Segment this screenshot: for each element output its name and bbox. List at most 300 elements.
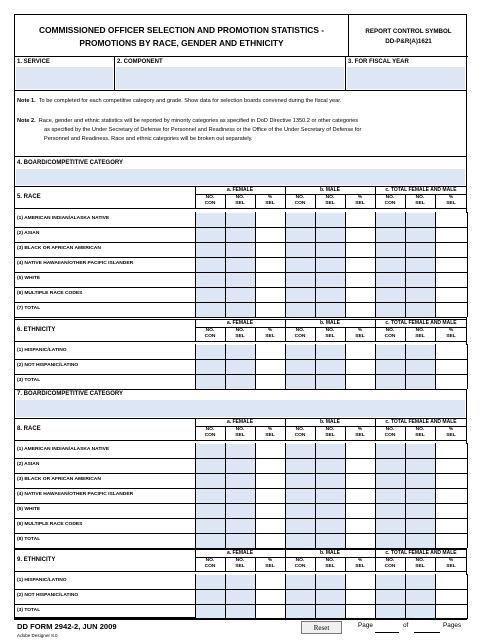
count-input[interactable] (376, 273, 405, 287)
count-input[interactable] (376, 213, 405, 227)
ethnicity-row-label: (1) HISPANIC/LATINO (17, 348, 67, 353)
race-row-label: (5) WHITE (17, 507, 41, 512)
column-subheader (375, 328, 405, 340)
subheader-line-1: NO. (235, 195, 245, 200)
subheader-line-1: NO. (235, 427, 245, 432)
ethnicity-row-label: (2) NOT HISPANIC/LATINO (17, 363, 79, 368)
divider (225, 344, 226, 389)
count-input[interactable] (196, 273, 225, 287)
count-input[interactable] (286, 474, 315, 488)
percent-output (436, 360, 467, 374)
count-input[interactable] (196, 489, 225, 503)
count-input[interactable] (226, 303, 255, 317)
subheader-line-1: NO. (205, 195, 215, 200)
divider (285, 344, 286, 389)
divider (14, 156, 467, 157)
subheader-line-2: SEL (325, 201, 335, 206)
form-title (15, 15, 349, 57)
count-input[interactable] (376, 534, 405, 548)
ethnicity-row-label: (1) HISPANIC/LATINO (17, 578, 67, 583)
column-group-header: b. MALE (320, 320, 340, 326)
board-category-label: 4. BOARD/COMPETITIVE CATEGORY (17, 160, 124, 166)
count-input[interactable] (286, 534, 315, 548)
board-category-field[interactable] (16, 400, 465, 417)
count-input[interactable] (316, 243, 345, 257)
count-input[interactable] (376, 444, 405, 458)
software-credit: Adobe Designer 8.0 (17, 633, 58, 638)
report-control-symbol (349, 15, 468, 57)
count-input[interactable] (376, 243, 405, 257)
count-input[interactable] (226, 504, 255, 518)
count-input[interactable] (316, 474, 345, 488)
count-input[interactable] (226, 575, 255, 589)
count-input[interactable] (376, 360, 405, 374)
count-input[interactable] (406, 474, 435, 488)
count-input[interactable] (316, 288, 345, 302)
count-input[interactable] (196, 474, 225, 488)
percent-output (436, 534, 467, 548)
count-input[interactable] (406, 590, 435, 604)
column-subheader (375, 427, 405, 439)
percent-output (346, 474, 375, 488)
race-row-label: (3) BLACK OR AFRICAN AMERICAN (17, 246, 101, 251)
count-input[interactable] (226, 213, 255, 227)
count-input[interactable] (196, 303, 225, 317)
count-input[interactable] (376, 375, 405, 389)
percent-output (346, 258, 375, 272)
subheader-line-2: SEL (446, 334, 456, 339)
divider (375, 186, 376, 208)
count-input[interactable] (226, 489, 255, 503)
subheader-line-1: % (267, 328, 273, 333)
divider (225, 557, 226, 571)
count-input[interactable] (226, 345, 255, 359)
subheader-line-1: NO. (295, 558, 305, 563)
divider (315, 443, 316, 548)
race-row-label: (3) BLACK OR AFRICAN AMERICAN (17, 477, 101, 482)
count-input[interactable] (376, 519, 405, 533)
count-input[interactable] (376, 605, 405, 619)
divider (315, 426, 316, 440)
count-input[interactable] (226, 243, 255, 257)
subheader-line-2: CON (204, 334, 216, 339)
percent-output (256, 605, 285, 619)
divider (345, 574, 346, 619)
count-input[interactable] (316, 375, 345, 389)
count-input[interactable] (316, 489, 345, 503)
count-input[interactable] (406, 459, 435, 473)
column-subheader (345, 558, 375, 570)
percent-output (256, 288, 285, 302)
percent-output (436, 273, 467, 287)
divider (315, 557, 316, 571)
race-row-label: (4) NATIVE HAWAIIAN/OTHER PACIFIC ISLANDER (17, 492, 134, 497)
divider (435, 194, 436, 208)
percent-output (436, 590, 467, 604)
count-input[interactable] (196, 444, 225, 458)
percent-output (346, 575, 375, 589)
count-input[interactable] (376, 590, 405, 604)
column-subheader (255, 427, 285, 439)
divider (405, 327, 406, 341)
count-input[interactable] (286, 243, 315, 257)
subheader-line-2: SEL (235, 433, 245, 438)
percent-output (256, 258, 285, 272)
count-input[interactable] (406, 504, 435, 518)
count-input[interactable] (286, 444, 315, 458)
race-row-label: (6) MULTIPLE RACE CODES (17, 522, 83, 527)
divider (14, 317, 467, 318)
note-2-line-1: Race, gender and ethnic statistics will be reported by minority categories as specified in DoD Directive 1350.2 or other categories (38, 118, 359, 124)
subheader-line-2: CON (384, 564, 396, 569)
count-input[interactable] (226, 360, 255, 374)
subheader-line-2: SEL (415, 201, 425, 206)
count-input[interactable] (196, 228, 225, 242)
count-input[interactable] (226, 288, 255, 302)
count-input[interactable] (316, 228, 345, 242)
percent-output (256, 519, 285, 533)
count-input[interactable] (196, 360, 225, 374)
divider (467, 212, 468, 317)
column-subheader (345, 328, 375, 340)
divider (405, 426, 406, 440)
divider (14, 341, 467, 342)
column-group-header: b. MALE (320, 187, 340, 193)
note-2-line-3: Personnel and Readiness. Race and ethnic categories will be broken out separately. (44, 136, 253, 142)
page-total-field[interactable] (414, 632, 440, 633)
fiscal-year-field[interactable] (347, 67, 465, 89)
count-input[interactable] (196, 258, 225, 272)
column-group-header: c. TOTAL FEMALE AND MALE (385, 550, 457, 556)
race-row-label: (4) NATIVE HAWAIIAN/OTHER PACIFIC ISLANDER (17, 261, 134, 266)
subheader-line-1: % (267, 427, 273, 432)
ethnicity-row-label: (2) NOT HISPANIC/LATINO (17, 593, 79, 598)
count-input[interactable] (196, 519, 225, 533)
count-input[interactable] (316, 345, 345, 359)
count-input[interactable] (226, 534, 255, 548)
percent-output (436, 489, 467, 503)
count-input[interactable] (376, 228, 405, 242)
subheader-line-1: NO. (325, 195, 335, 200)
subheader-line-2: SEL (265, 433, 275, 438)
count-input[interactable] (316, 213, 345, 227)
column-subheader (285, 558, 315, 570)
count-input[interactable] (376, 303, 405, 317)
divider (315, 574, 316, 619)
column-subheader (195, 558, 225, 570)
count-input[interactable] (316, 444, 345, 458)
count-input[interactable] (376, 258, 405, 272)
divider (255, 574, 256, 619)
column-group-header: c. TOTAL FEMALE AND MALE (385, 187, 457, 193)
count-input[interactable] (316, 605, 345, 619)
count-input[interactable] (406, 288, 435, 302)
count-input[interactable] (286, 590, 315, 604)
note-1-text: To be completed for each competitive category and grade. Show data for selection boards convened during the fiscal year. (38, 98, 342, 104)
column-group-header: a. FEMALE (226, 320, 254, 326)
subheader-line-1: % (357, 195, 363, 200)
column-subheader (255, 558, 285, 570)
divider (225, 327, 226, 341)
rcs-value: DD-P&R(A)1621 (385, 38, 432, 45)
race-row-label: (5) WHITE (17, 276, 41, 281)
subheader-line-1: NO. (295, 328, 305, 333)
reset-button[interactable]: Reset (301, 621, 342, 634)
count-input[interactable] (226, 474, 255, 488)
divider (375, 344, 376, 389)
subheader-line-1: NO. (205, 558, 215, 563)
count-input[interactable] (406, 360, 435, 374)
subheader-line-2: SEL (235, 564, 245, 569)
column-subheader (315, 328, 345, 340)
subheader-line-2: CON (384, 433, 396, 438)
percent-output (436, 213, 467, 227)
subheader-line-2: SEL (325, 433, 335, 438)
divider (435, 212, 436, 317)
percent-output (436, 243, 467, 257)
divider (435, 557, 436, 571)
count-input[interactable] (196, 590, 225, 604)
column-subheader (285, 195, 315, 207)
column-subheader (195, 195, 225, 207)
subheader-line-1: NO. (205, 328, 215, 333)
page-number-field[interactable] (375, 632, 399, 633)
column-subheader (195, 427, 225, 439)
subheader-line-1: NO. (415, 558, 425, 563)
count-input[interactable] (226, 605, 255, 619)
count-input[interactable] (196, 459, 225, 473)
percent-output (256, 459, 285, 473)
count-input[interactable] (406, 243, 435, 257)
subheader-line-1: NO. (325, 558, 335, 563)
percent-output (436, 575, 467, 589)
count-input[interactable] (406, 213, 435, 227)
divider (225, 426, 226, 440)
count-input[interactable] (226, 459, 255, 473)
percent-output (346, 444, 375, 458)
subheader-line-1: NO. (325, 328, 335, 333)
divider (345, 212, 346, 317)
count-input[interactable] (406, 375, 435, 389)
count-input[interactable] (406, 273, 435, 287)
count-input[interactable] (316, 590, 345, 604)
subheader-line-2: SEL (355, 334, 365, 339)
count-input[interactable] (286, 489, 315, 503)
divider (345, 194, 346, 208)
divider (195, 344, 196, 389)
fiscal-year-label: 3. FOR FISCAL YEAR (348, 59, 409, 65)
board-category-field[interactable] (16, 169, 465, 185)
count-input[interactable] (286, 375, 315, 389)
divider (435, 574, 436, 619)
column-subheader (375, 558, 405, 570)
count-input[interactable] (226, 444, 255, 458)
divider (467, 574, 468, 619)
divider (114, 56, 115, 90)
count-input[interactable] (406, 575, 435, 589)
percent-output (346, 459, 375, 473)
count-input[interactable] (376, 459, 405, 473)
count-input[interactable] (196, 288, 225, 302)
count-input[interactable] (406, 489, 435, 503)
subheader-line-1: % (357, 558, 363, 563)
subheader-line-1: NO. (385, 195, 395, 200)
divider (285, 549, 286, 571)
count-input[interactable] (226, 519, 255, 533)
subheader-line-1: NO. (415, 427, 425, 432)
count-input[interactable] (316, 360, 345, 374)
count-input[interactable] (286, 504, 315, 518)
count-input[interactable] (286, 575, 315, 589)
race-row-label: (1) AMERICAN INDIAN/ALASKA NATIVE (17, 216, 110, 221)
count-input[interactable] (376, 345, 405, 359)
divider (255, 443, 256, 548)
note-2-label: Note 2. (17, 118, 36, 124)
count-input[interactable] (406, 345, 435, 359)
race-section-label: 8. RACE (17, 426, 41, 432)
percent-output (346, 590, 375, 604)
divider (405, 212, 406, 317)
count-input[interactable] (316, 504, 345, 518)
subheader-line-1: NO. (325, 427, 335, 432)
count-input[interactable] (226, 228, 255, 242)
count-input[interactable] (316, 575, 345, 589)
count-input[interactable] (376, 474, 405, 488)
divider (255, 327, 256, 341)
column-subheader (345, 195, 375, 207)
note-2 (17, 117, 358, 126)
count-input[interactable] (316, 459, 345, 473)
subheader-line-1: NO. (295, 427, 305, 432)
count-input[interactable] (286, 459, 315, 473)
subheader-line-1: NO. (385, 328, 395, 333)
divider (345, 327, 346, 341)
count-input[interactable] (406, 444, 435, 458)
column-subheader (315, 195, 345, 207)
count-input[interactable] (286, 360, 315, 374)
count-input[interactable] (406, 605, 435, 619)
count-input[interactable] (226, 375, 255, 389)
count-input[interactable] (196, 504, 225, 518)
subheader-line-2: CON (204, 433, 216, 438)
ethnicity-section-label: 9. ETHNICITY (17, 557, 56, 563)
count-input[interactable] (286, 303, 315, 317)
count-input[interactable] (196, 605, 225, 619)
percent-output (256, 590, 285, 604)
subheader-line-2: SEL (415, 433, 425, 438)
count-input[interactable] (376, 489, 405, 503)
service-label: 1. SERVICE (17, 59, 50, 65)
percent-output (256, 504, 285, 518)
count-input[interactable] (316, 258, 345, 272)
divider (255, 426, 256, 440)
divider (375, 574, 376, 619)
column-subheader (225, 328, 255, 340)
divider (375, 418, 376, 440)
count-input[interactable] (226, 590, 255, 604)
count-input[interactable] (286, 288, 315, 302)
count-input[interactable] (196, 243, 225, 257)
count-input[interactable] (406, 519, 435, 533)
divider (14, 208, 467, 209)
percent-output (256, 474, 285, 488)
count-input[interactable] (316, 303, 345, 317)
percent-output (436, 504, 467, 518)
count-input[interactable] (286, 519, 315, 533)
column-subheader (225, 558, 255, 570)
column-subheader (405, 328, 435, 340)
column-subheader (225, 427, 255, 439)
count-input[interactable] (316, 534, 345, 548)
count-input[interactable] (226, 273, 255, 287)
divider (285, 418, 286, 440)
percent-output (256, 489, 285, 503)
count-input[interactable] (196, 345, 225, 359)
subheader-line-2: SEL (235, 334, 245, 339)
count-input[interactable] (196, 575, 225, 589)
divider (195, 186, 196, 208)
divider (435, 327, 436, 341)
count-input[interactable] (406, 228, 435, 242)
subheader-line-2: SEL (325, 334, 335, 339)
percent-output (346, 489, 375, 503)
count-input[interactable] (196, 534, 225, 548)
count-input[interactable] (286, 273, 315, 287)
subheader-line-1: NO. (235, 328, 245, 333)
count-input[interactable] (406, 303, 435, 317)
count-input[interactable] (196, 213, 225, 227)
percent-output (346, 605, 375, 619)
percent-output (346, 243, 375, 257)
count-input[interactable] (286, 228, 315, 242)
form-number: DD FORM 2942-2, JUN 2009 (17, 622, 117, 631)
percent-output (256, 303, 285, 317)
count-input[interactable] (376, 288, 405, 302)
count-input[interactable] (376, 575, 405, 589)
subheader-line-1: % (357, 427, 363, 432)
column-group-header: a. FEMALE (226, 187, 254, 193)
divider (225, 574, 226, 619)
ethnicity-row-label: (3) TOTAL (17, 608, 41, 613)
divider (195, 212, 196, 317)
count-input[interactable] (376, 504, 405, 518)
service-field[interactable] (16, 67, 113, 89)
divider (345, 557, 346, 571)
subheader-line-2: CON (204, 201, 216, 206)
count-input[interactable] (286, 605, 315, 619)
subheader-line-2: SEL (355, 201, 365, 206)
divider (14, 389, 467, 390)
subheader-line-2: CON (384, 201, 396, 206)
race-row-label: (1) AMERICAN INDIAN/ALASKA NATIVE (17, 447, 110, 452)
subheader-line-2: SEL (265, 201, 275, 206)
count-input[interactable] (286, 345, 315, 359)
subheader-line-1: % (448, 427, 454, 432)
count-input[interactable] (316, 519, 345, 533)
count-input[interactable] (286, 213, 315, 227)
column-subheader (315, 427, 345, 439)
percent-output (256, 228, 285, 242)
count-input[interactable] (316, 273, 345, 287)
count-input[interactable] (196, 375, 225, 389)
count-input[interactable] (286, 258, 315, 272)
count-input[interactable] (406, 258, 435, 272)
subheader-line-2: SEL (446, 564, 456, 569)
count-input[interactable] (226, 258, 255, 272)
count-input[interactable] (406, 534, 435, 548)
component-field[interactable] (116, 67, 344, 89)
percent-output (436, 345, 467, 359)
